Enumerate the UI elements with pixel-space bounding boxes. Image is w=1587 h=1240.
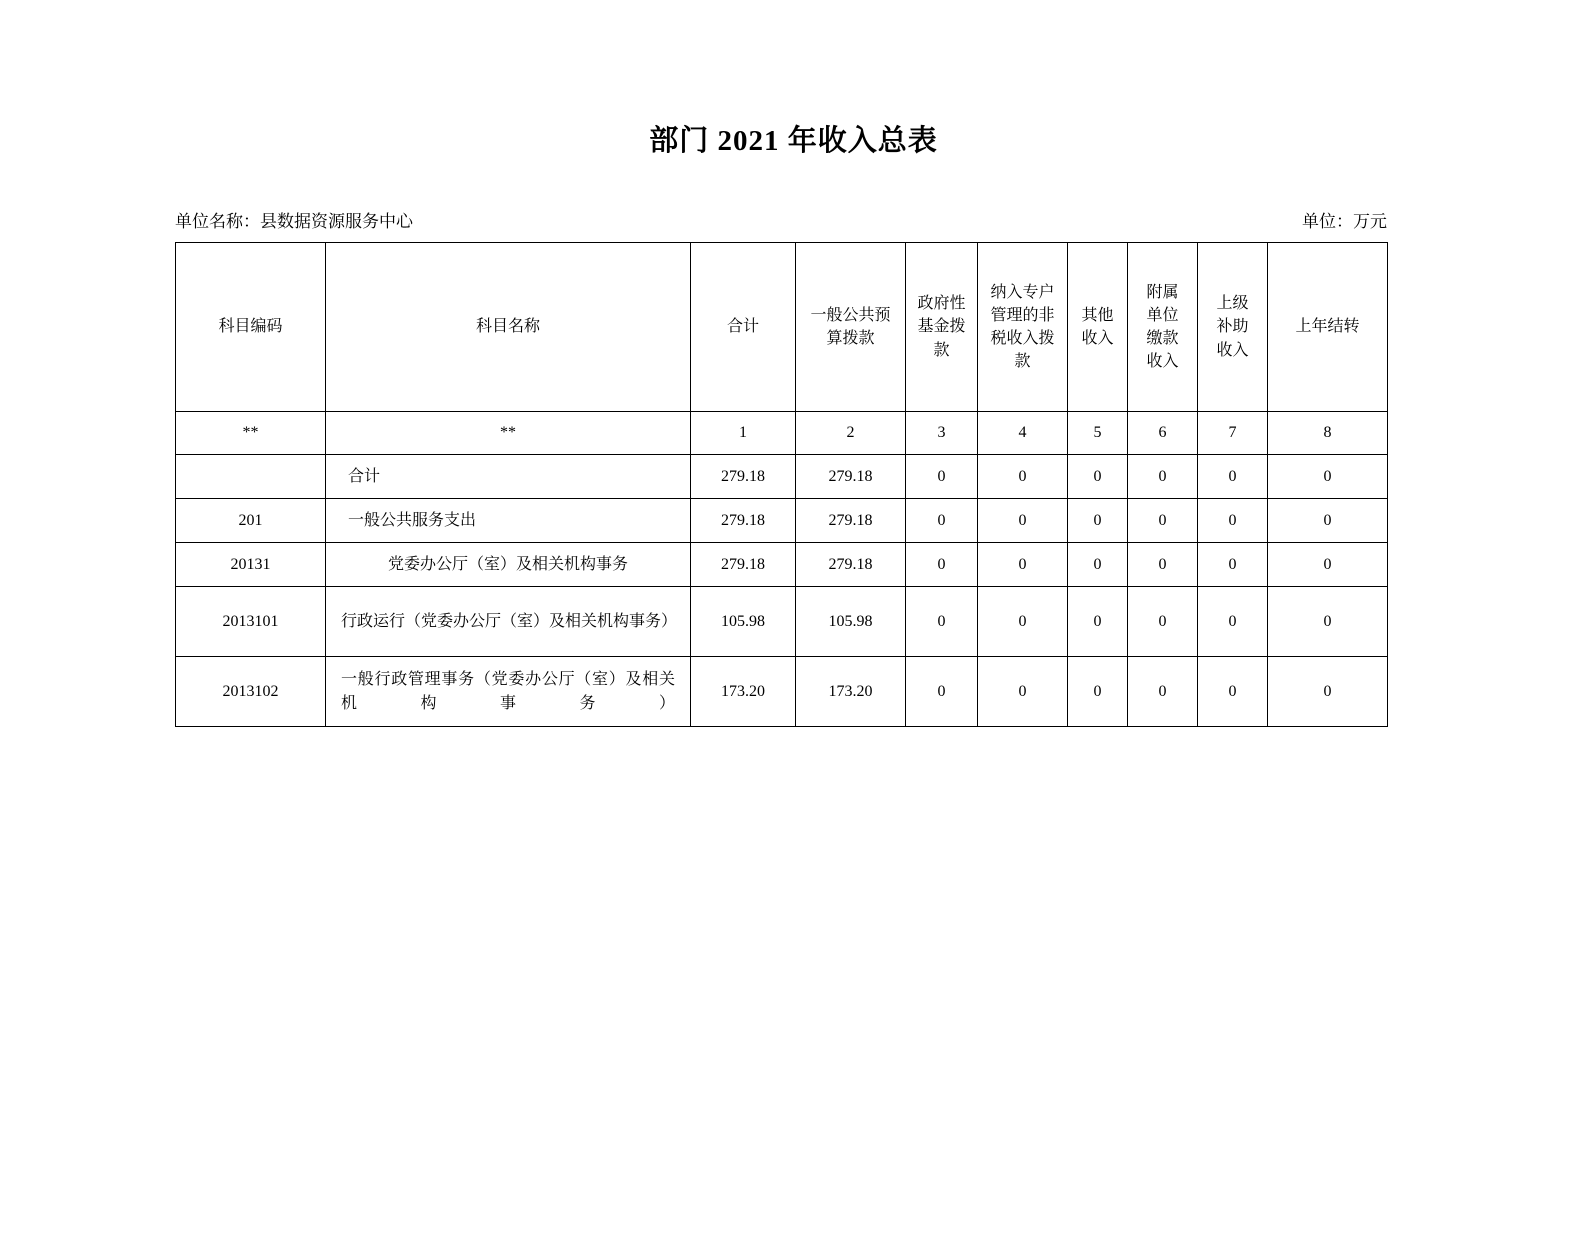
column-header-government-fund	[906, 243, 978, 412]
row-code: 2013102	[176, 657, 326, 727]
number-cell-6: 6	[1128, 412, 1198, 455]
row-value-superior: 0	[1198, 587, 1268, 657]
number-cell-2: 2	[796, 412, 906, 455]
document-meta	[175, 207, 1387, 232]
column-header-subunit-line4: 收入	[1146, 353, 1179, 371]
row-code: 201	[176, 499, 326, 543]
table-header-row	[176, 243, 1388, 412]
column-header-fund-line3: 款	[933, 341, 950, 359]
row-name	[326, 657, 691, 727]
row-value-general: 279.18	[796, 455, 906, 499]
row-value-total: 279.18	[691, 455, 796, 499]
number-cell-3: 3	[906, 412, 978, 455]
unit-name-label: 单位名称：县数据资源服务中心	[175, 212, 413, 231]
row-value-subunit: 0	[1128, 657, 1198, 727]
row-value-carryover: 0	[1268, 657, 1388, 727]
row-name: 合计	[326, 455, 691, 499]
row-value-superior: 0	[1198, 455, 1268, 499]
row-value-total: 105.98	[691, 587, 796, 657]
column-header-code	[176, 243, 326, 412]
row-value-carryover: 0	[1268, 543, 1388, 587]
row-value-general: 279.18	[796, 499, 906, 543]
row-code: 2013101	[176, 587, 326, 657]
row-value-carryover: 0	[1268, 587, 1388, 657]
row-name	[326, 587, 691, 657]
row-value-special: 0	[978, 587, 1068, 657]
number-cell-name: **	[326, 412, 691, 455]
column-header-carryover	[1268, 243, 1388, 412]
row-value-superior: 0	[1198, 657, 1268, 727]
column-header-other-line2: 收入	[1081, 330, 1114, 347]
row-value-special: 0	[978, 543, 1068, 587]
table-row	[176, 499, 1388, 543]
row-value-other: 0	[1068, 543, 1128, 587]
column-header-special-line3: 税收入拨	[990, 330, 1055, 347]
row-value-subunit: 0	[1128, 587, 1198, 657]
number-cell-8: 8	[1268, 412, 1388, 455]
table-body	[176, 412, 1388, 727]
page-title: 部门 2021 年收入总表	[649, 125, 938, 157]
number-cell-1: 1	[691, 412, 796, 455]
row-value-fund: 0	[906, 455, 978, 499]
column-header-subunit-payment	[1128, 243, 1198, 412]
row-value-other: 0	[1068, 455, 1128, 499]
column-header-subunit-line1: 附属	[1146, 283, 1179, 301]
row-value-carryover: 0	[1268, 499, 1388, 543]
column-header-code-text: 科目编码	[218, 318, 283, 336]
row-code	[176, 455, 326, 499]
row-value-subunit: 0	[1128, 455, 1198, 499]
row-value-special: 0	[978, 499, 1068, 543]
column-header-other-line1: 其他	[1081, 306, 1114, 324]
row-value-general: 105.98	[796, 587, 906, 657]
row-value-total: 279.18	[691, 543, 796, 587]
column-header-special-line4: 款	[1014, 353, 1031, 371]
column-header-superior-subsidy	[1198, 243, 1268, 412]
table-row	[176, 455, 1388, 499]
column-header-subunit-line2: 单位	[1146, 306, 1179, 324]
number-cell-4: 4	[978, 412, 1068, 455]
column-header-general-line1: 一般公共预	[810, 306, 891, 324]
row-name-text: 一般行政管理事务（党委办公厅（室）及相关机构事务）	[341, 671, 675, 712]
column-header-general-line2: 算拨款	[826, 330, 875, 347]
column-header-special-line1: 纳入专户	[990, 283, 1055, 301]
row-value-superior: 0	[1198, 499, 1268, 543]
table-row	[176, 543, 1388, 587]
column-header-name	[326, 243, 691, 412]
number-cell-code: **	[176, 412, 326, 455]
table-row	[176, 587, 1388, 657]
column-header-special-account	[978, 243, 1068, 412]
row-value-fund: 0	[906, 587, 978, 657]
row-value-special: 0	[978, 455, 1068, 499]
row-value-fund: 0	[906, 499, 978, 543]
row-value-total: 279.18	[691, 499, 796, 543]
column-header-general-budget	[796, 243, 906, 412]
row-value-subunit: 0	[1128, 499, 1198, 543]
column-header-carryover-text: 上年结转	[1295, 318, 1360, 336]
row-code: 20131	[176, 543, 326, 587]
row-value-special: 0	[978, 657, 1068, 727]
column-header-total	[691, 243, 796, 412]
column-header-subunit-line3: 缴款	[1146, 330, 1179, 347]
unit-measure-label: 单位：万元	[1302, 212, 1387, 231]
row-value-carryover: 0	[1268, 455, 1388, 499]
table-row	[176, 657, 1388, 727]
row-value-subunit: 0	[1128, 543, 1198, 587]
row-value-other: 0	[1068, 499, 1128, 543]
row-value-superior: 0	[1198, 543, 1268, 587]
row-value-fund: 0	[906, 657, 978, 727]
column-header-total-text: 合计	[726, 318, 759, 336]
row-value-total: 173.20	[691, 657, 796, 727]
row-value-general: 279.18	[796, 543, 906, 587]
table-header	[176, 243, 1388, 412]
column-header-fund-line2: 基金拨	[917, 318, 966, 336]
row-value-other: 0	[1068, 657, 1128, 727]
column-header-special-line2: 管理的非	[990, 306, 1055, 324]
row-name: 党委办公厅（室）及相关机构事务	[326, 543, 691, 587]
row-value-general: 173.20	[796, 657, 906, 727]
document-page	[0, 118, 1587, 1240]
number-cell-7: 7	[1198, 412, 1268, 455]
column-header-superior-line2: 补助	[1216, 318, 1249, 336]
column-header-other-income	[1068, 243, 1128, 412]
income-summary-table	[175, 242, 1388, 727]
number-cell-5: 5	[1068, 412, 1128, 455]
column-header-name-text: 科目名称	[475, 318, 540, 336]
row-value-other: 0	[1068, 587, 1128, 657]
column-header-superior-line3: 收入	[1216, 341, 1249, 359]
row-value-fund: 0	[906, 543, 978, 587]
row-name-text: 行政运行（党委办公厅（室）及相关机构事务）	[341, 612, 678, 630]
row-name: 一般公共服务支出	[326, 499, 691, 543]
column-header-superior-line1: 上级	[1216, 295, 1249, 313]
column-header-fund-line1: 政府性	[917, 295, 966, 313]
table-number-row	[176, 412, 1388, 455]
